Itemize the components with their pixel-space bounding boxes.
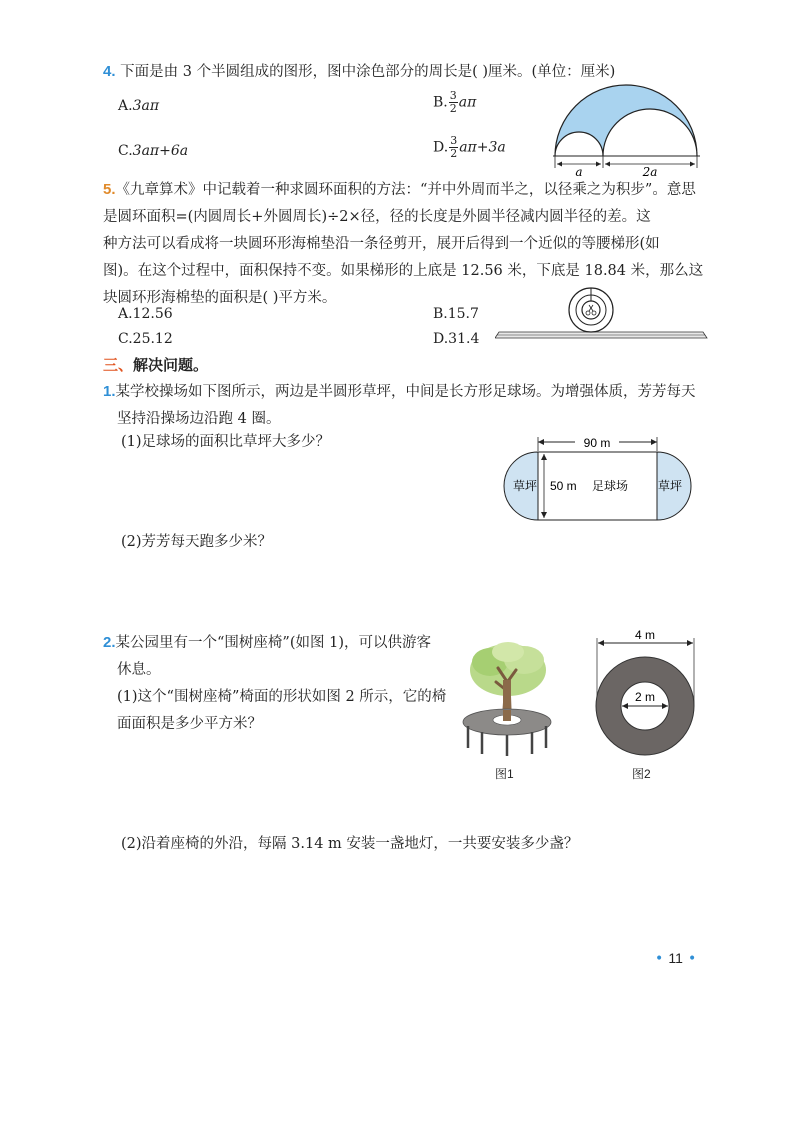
q5-option-a[interactable]: A.12.56 <box>118 306 173 322</box>
q5-line-2: 是圆环面积=(内圆周长+外圆周长)÷2×径，径的长度是外圆半径减内圆半径的差。这 <box>103 209 651 225</box>
q4-stem <box>103 62 615 82</box>
p1-line-1-text: 某学校操场如下图所示，两边是半圆形草坪，中间是长方形足球场。为增强体质，芳芳每天 <box>115 384 696 400</box>
q4-option-d-label: D. <box>433 139 449 156</box>
q4-option-b-fraction <box>449 90 458 115</box>
q4-stem-text: 下面是由 3 个半圆组成的图形，图中涂色部分的周长是( )厘米。(单位：厘米) <box>120 64 616 80</box>
q5-option-b[interactable]: B.15.7 <box>433 306 479 322</box>
q4-option-b-label: B. <box>433 94 448 111</box>
p1-field-figure <box>495 425 700 525</box>
q5-ring-trapezoid-figure <box>495 282 710 342</box>
page-number-text: 11 <box>668 950 683 966</box>
q4-option-b[interactable] <box>433 90 476 115</box>
section-3-title: 解决问题。 <box>133 356 209 374</box>
q4-option-a-label: A. <box>118 98 133 114</box>
q4-option-c[interactable] <box>118 143 188 159</box>
p1-sub-1: (1)足球场的面积比草坪大多少？ <box>121 434 331 450</box>
page-dot-left: • <box>655 951 664 967</box>
p1-right-lawn-label: 草坪 <box>657 479 683 493</box>
q5-number: 5. <box>103 181 116 198</box>
p2-fig1-caption: 图1 <box>495 767 514 781</box>
q4-option-b-text: aπ <box>458 94 477 111</box>
q4-option-b-num: 3 <box>449 89 457 102</box>
page-dot-right: • <box>688 951 697 967</box>
p2-line-1 <box>103 633 446 653</box>
q4-option-d-num: 3 <box>450 134 458 147</box>
page-number <box>655 948 696 967</box>
p1-line-1 <box>103 382 696 402</box>
q4-label-2a: 2a <box>642 165 658 179</box>
p1-number: 1. <box>103 383 116 400</box>
p1-field-label: 足球场 <box>592 479 629 493</box>
p1-line-2: 坚持沿操场边沿跑 4 圈。 <box>117 411 281 427</box>
p1-width-label: 50 m <box>550 479 577 493</box>
q5-option-c[interactable]: C.25.12 <box>118 331 173 347</box>
q5-line-3: 种方法可以看成将一块圆环形海棉垫沿一条径剪开，展开后得到一个近似的等腰梯形(如 <box>103 236 660 252</box>
p2-sub-1-line-2: 面面积是多少平方米？ <box>117 716 262 732</box>
q5-inner-circle <box>582 301 600 319</box>
q5-option-d[interactable]: D.31.4 <box>433 331 480 347</box>
q4-number: 4. <box>103 63 116 80</box>
p1-length-label: 90 m <box>583 436 611 450</box>
p1-left-lawn-label: 草坪 <box>512 479 538 493</box>
p2-inner-diameter-label: 2 m <box>634 690 656 704</box>
p2-fig2-caption: 图2 <box>632 767 651 781</box>
q4-option-d-text: aπ+3a <box>459 139 506 156</box>
section-3-heading <box>103 354 208 375</box>
q4-option-d[interactable] <box>433 135 506 160</box>
q4-option-a[interactable] <box>118 98 159 114</box>
q4-semicircle-figure <box>548 80 708 180</box>
q4-option-c-label: C. <box>118 143 133 159</box>
p2-stem <box>103 633 446 734</box>
p1-sub-2: (2)芳芳每天跑多少米？ <box>121 534 273 550</box>
p2-line-2: 休息。 <box>117 662 161 678</box>
q4-option-d-den: 2 <box>450 147 458 160</box>
q5-line-1-text: 《九章算术》中记载着一种求圆环面积的方法：“并中外周而半之，以径乘之为积步”。意思 <box>115 182 696 198</box>
q4-option-c-text: 3aπ+6a <box>132 143 189 159</box>
q4-option-d-fraction <box>449 135 458 160</box>
p2-outer-diameter-label: 4 m <box>634 630 656 642</box>
q4-label-a: a <box>575 165 583 179</box>
p1-stem <box>103 382 696 429</box>
p2-sub-1-line-1: (1)这个“围树座椅”椅面的形状如图 2 所示，它的椅 <box>117 689 447 705</box>
q5-line-4: 图)。在这个过程中，面积保持不变。如果梯形的上底是 12.56 米，下底是 18.84 米，那么这 <box>103 263 704 279</box>
p2-tree-bench-figure <box>460 640 555 760</box>
q5-line-1 <box>103 180 703 200</box>
q4-option-a-text: 3aπ <box>132 98 160 114</box>
section-3-number: 三、 <box>103 356 134 374</box>
p2-sub-2: (2)沿着座椅的外沿，每隔 3.14 m 安装一盏地灯，一共要安装多少盏？ <box>121 836 579 852</box>
q4-shaded-region <box>555 85 697 156</box>
p2-line-1-text: 某公园里有一个“围树座椅”(如图 1)，可以供游客 <box>115 635 431 651</box>
q5-line-5: 块圆环形海棉垫的面积是( )平方米。 <box>103 290 337 306</box>
p2-ring-figure <box>585 630 705 765</box>
p2-number: 2. <box>103 634 116 651</box>
q4-option-b-den: 2 <box>449 102 457 115</box>
